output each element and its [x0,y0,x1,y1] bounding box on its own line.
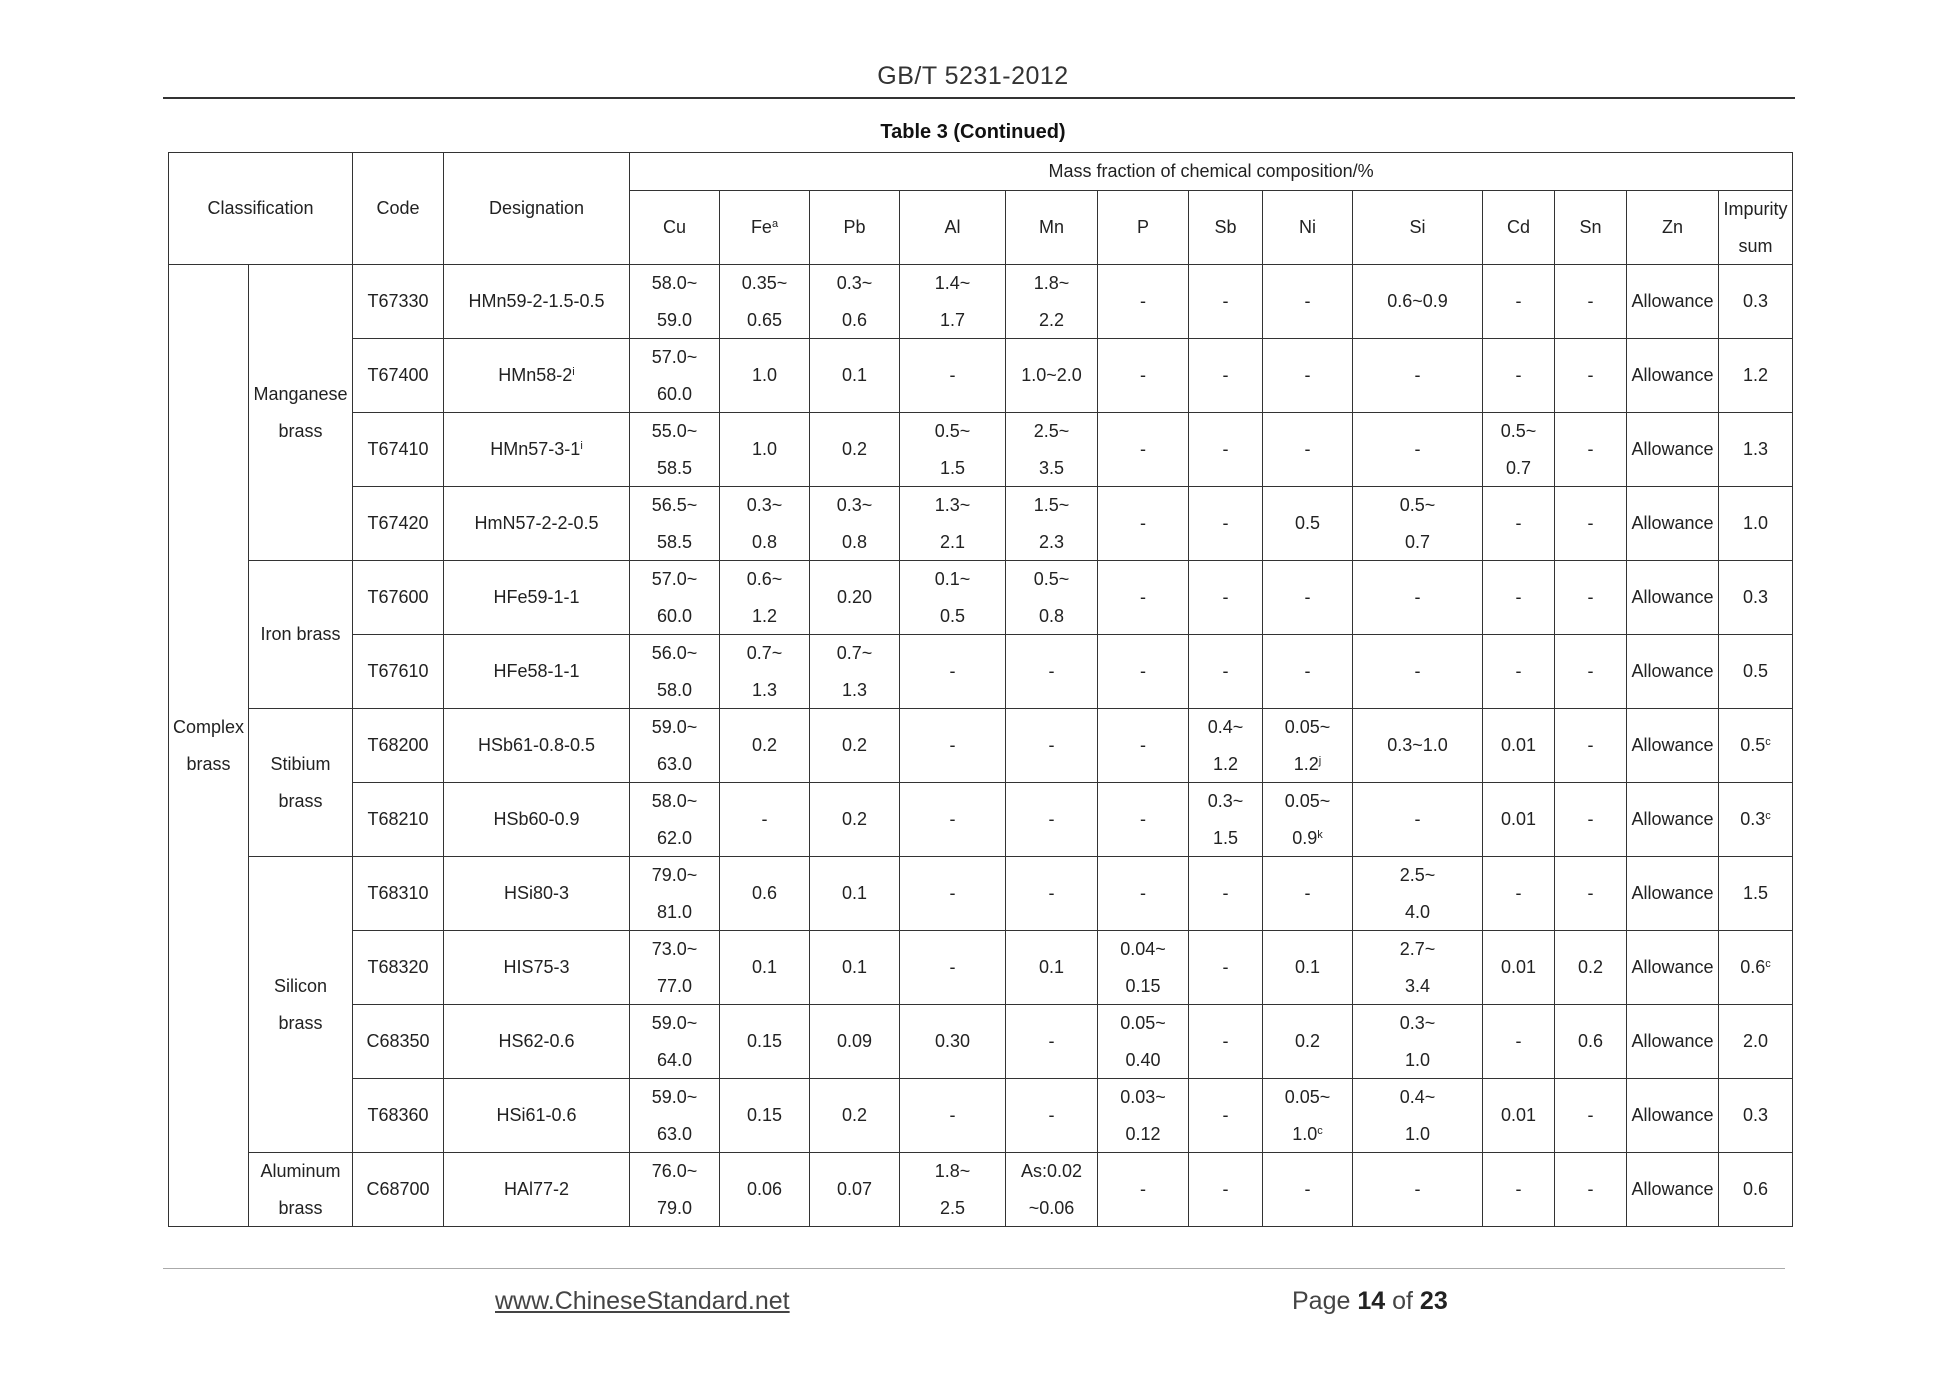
footnote-marker: c [1765,736,1771,749]
designation-cell: HMn57-3-1$^i$ [444,413,630,487]
value-cell-al: 0.5~ 1.5 [900,413,1006,487]
value-cell-ni: - [1263,265,1353,339]
value-cell-si: 2.5~ 4.0 [1353,857,1483,931]
value-cell-sb: - [1189,931,1263,1005]
header-element-cu: Cu [630,191,720,265]
page-current: 14 [1357,1287,1386,1315]
value-cell-fe: 0.6 [720,857,810,931]
header-element-impurity: Impurity sum [1719,191,1793,265]
value-cell-mn: 1.8~ 2.2 [1006,265,1098,339]
value-cell-zn: Allowance [1627,413,1719,487]
value-cell-cd: 0.01 [1483,1079,1555,1153]
value-cell-ni: 0.1 [1263,931,1353,1005]
value-cell-mn: - [1006,783,1098,857]
table-row [169,265,1793,339]
header-mass-fraction: Mass fraction of chemical composition/% [630,153,1793,191]
value-cell-al: 0.30 [900,1005,1006,1079]
value-cell-impurity: 0.3 [1719,561,1793,635]
value-cell-zn: Allowance [1627,783,1719,857]
designation-cell: HAl77-2 [444,1153,630,1227]
code-cell: T68320 [353,931,444,1005]
value-cell-mn: 1.0~2.0 [1006,339,1098,413]
designation-cell: HS62-0.6 [444,1005,630,1079]
value-cell-cu: 57.0~ 60.0 [630,339,720,413]
value-cell-impurity: 2.0 [1719,1005,1793,1079]
value-cell-impurity: 0.3$^c$ [1719,783,1793,857]
footer-divider [163,1268,1785,1269]
value-cell-si: - [1353,413,1483,487]
website-link[interactable]: www.ChineseStandard.net [495,1287,790,1315]
value-cell-al: - [900,635,1006,709]
code-cell: T68310 [353,857,444,931]
value-cell-mn: 0.1 [1006,931,1098,1005]
table-row [169,931,1793,1005]
footnote-marker: a [771,218,779,231]
value-cell-si: 0.5~ 0.7 [1353,487,1483,561]
code-cell: C68700 [353,1153,444,1227]
value-cell-cu: 56.5~ 58.5 [630,487,720,561]
value-cell-fe: 0.15 [720,1079,810,1153]
value-cell-impurity: 0.6 [1719,1153,1793,1227]
value-cell-si: - [1353,339,1483,413]
header-code: Code [353,153,444,265]
value-cell-mn: As:0.02 ~0.06 [1006,1153,1098,1227]
value-cell-cu: 73.0~ 77.0 [630,931,720,1005]
group-cell: Stibium brass [249,709,353,857]
value-cell-impurity: 1.0 [1719,487,1793,561]
designation-cell: HMn58-2$^i$ [444,339,630,413]
value-cell-pb: 0.2 [810,413,900,487]
value-cell-si: - [1353,635,1483,709]
composition-table [168,152,1793,1227]
header-element-cd: Cd [1483,191,1555,265]
value-cell-si: - [1353,1153,1483,1227]
value-cell-sn: - [1555,857,1627,931]
value-cell-p: - [1098,413,1189,487]
value-cell-impurity: 0.3 [1719,1079,1793,1153]
code-cell: T67410 [353,413,444,487]
header-element-zn: Zn [1627,191,1719,265]
value-cell-p: - [1098,339,1189,413]
table-row [169,783,1793,857]
footnote-marker: i [572,366,575,379]
value-cell-ni: - [1263,1153,1353,1227]
value-cell-sn: - [1555,413,1627,487]
code-cell: T68210 [353,783,444,857]
code-cell: T67600 [353,561,444,635]
value-cell-p: 0.03~ 0.12 [1098,1079,1189,1153]
designation-cell: HMn59-2-1.5-0.5 [444,265,630,339]
header-element-pb: Pb [810,191,900,265]
table-row [169,857,1793,931]
value-cell-impurity: 0.6$^c$ [1719,931,1793,1005]
header-element-sb: Sb [1189,191,1263,265]
value-cell-p: - [1098,783,1189,857]
value-cell-ni: - [1263,413,1353,487]
value-cell-sn: - [1555,339,1627,413]
header-element-ni: Ni [1263,191,1353,265]
value-cell-zn: Allowance [1627,561,1719,635]
value-cell-ni: 0.05~ 1.0$^c$ [1263,1079,1353,1153]
value-cell-sn: - [1555,561,1627,635]
value-cell-al: - [900,1079,1006,1153]
designation-cell: HmN57-2-2-0.5 [444,487,630,561]
value-cell-p: - [1098,487,1189,561]
value-cell-impurity: 0.5 [1719,635,1793,709]
value-cell-ni: - [1263,857,1353,931]
value-cell-cu: 56.0~ 58.0 [630,635,720,709]
designation-cell: HFe59-1-1 [444,561,630,635]
value-cell-al: - [900,857,1006,931]
value-cell-cu: 58.0~ 59.0 [630,265,720,339]
value-cell-sb: - [1189,561,1263,635]
value-cell-cu: 57.0~ 60.0 [630,561,720,635]
value-cell-sb: - [1189,635,1263,709]
designation-cell: HSb61-0.8-0.5 [444,709,630,783]
header-divider [163,97,1795,99]
value-cell-ni: 0.5 [1263,487,1353,561]
classification-cell: Complex brass [169,265,249,1227]
value-cell-sn: - [1555,783,1627,857]
value-cell-p: - [1098,561,1189,635]
value-cell-mn: - [1006,1079,1098,1153]
value-cell-cu: 59.0~ 63.0 [630,1079,720,1153]
group-cell: Aluminum brass [249,1153,353,1227]
value-cell-pb: 0.07 [810,1153,900,1227]
table-row [169,561,1793,635]
value-cell-impurity: 1.5 [1719,857,1793,931]
value-cell-si: 0.6~0.9 [1353,265,1483,339]
value-cell-si: 0.4~ 1.0 [1353,1079,1483,1153]
header-element-si: Si [1353,191,1483,265]
value-cell-sn: - [1555,1079,1627,1153]
value-cell-ni: 0.05~ 1.2$^j$ [1263,709,1353,783]
footnote-marker: j [1318,754,1322,767]
value-cell-al: 1.3~ 2.1 [900,487,1006,561]
header-element-sn: Sn [1555,191,1627,265]
value-cell-fe: 1.0 [720,339,810,413]
value-cell-al: - [900,783,1006,857]
value-cell-fe: 0.06 [720,1153,810,1227]
value-cell-mn: 1.5~ 2.3 [1006,487,1098,561]
value-cell-zn: Allowance [1627,635,1719,709]
value-cell-p: - [1098,857,1189,931]
standard-number: GB/T 5231-2012 [877,62,1069,90]
value-cell-cd: - [1483,1153,1555,1227]
value-cell-p: - [1098,1153,1189,1227]
value-cell-p: 0.05~ 0.40 [1098,1005,1189,1079]
value-cell-pb: 0.1 [810,931,900,1005]
value-cell-sb: - [1189,413,1263,487]
code-cell: T67420 [353,487,444,561]
value-cell-cd: - [1483,561,1555,635]
value-cell-mn: 0.5~ 0.8 [1006,561,1098,635]
value-cell-sn: - [1555,1153,1627,1227]
value-cell-fe: 0.1 [720,931,810,1005]
value-cell-cu: 55.0~ 58.5 [630,413,720,487]
page-of: of [1392,1287,1413,1315]
value-cell-cu: 58.0~ 62.0 [630,783,720,857]
value-cell-cd: - [1483,339,1555,413]
value-cell-pb: 0.3~ 0.8 [810,487,900,561]
value-cell-pb: 0.2 [810,783,900,857]
value-cell-cd: - [1483,1005,1555,1079]
code-cell: T67400 [353,339,444,413]
value-cell-mn: - [1006,1005,1098,1079]
group-cell: Manganese brass [249,265,353,561]
header-designation: Designation [444,153,630,265]
value-cell-si: 2.7~ 3.4 [1353,931,1483,1005]
value-cell-p: - [1098,635,1189,709]
footnote-marker: i [580,440,583,453]
value-cell-ni: 0.05~ 0.9$^k$ [1263,783,1353,857]
value-cell-fe: 0.35~ 0.65 [720,265,810,339]
value-cell-ni: - [1263,635,1353,709]
value-cell-sn: - [1555,709,1627,783]
value-cell-zn: Allowance [1627,265,1719,339]
value-cell-cd: 0.01 [1483,783,1555,857]
table-row [169,1153,1793,1227]
value-cell-cd: - [1483,635,1555,709]
value-cell-zn: Allowance [1627,1079,1719,1153]
value-cell-mn: 2.5~ 3.5 [1006,413,1098,487]
table-row [169,1005,1793,1079]
value-cell-cd: - [1483,857,1555,931]
value-cell-si: - [1353,783,1483,857]
value-cell-impurity: 1.3 [1719,413,1793,487]
table-row [169,635,1793,709]
value-cell-cd: 0.01 [1483,709,1555,783]
value-cell-pb: 0.2 [810,1079,900,1153]
value-cell-zn: Allowance [1627,857,1719,931]
value-cell-pb: 0.2 [810,709,900,783]
value-cell-pb: 0.7~ 1.3 [810,635,900,709]
value-cell-cu: 59.0~ 64.0 [630,1005,720,1079]
code-cell: T67330 [353,265,444,339]
code-cell: T68360 [353,1079,444,1153]
value-cell-cd: 0.5~ 0.7 [1483,413,1555,487]
value-cell-ni: - [1263,339,1353,413]
designation-cell: HIS75-3 [444,931,630,1005]
value-cell-mn: - [1006,857,1098,931]
value-cell-sb: - [1189,1005,1263,1079]
footnote-marker: k [1317,828,1323,841]
value-cell-impurity: 1.2 [1719,339,1793,413]
table-row [169,709,1793,783]
value-cell-zn: Allowance [1627,1153,1719,1227]
value-cell-mn: - [1006,635,1098,709]
value-cell-fe: 0.15 [720,1005,810,1079]
header-classification: Classification [169,153,353,265]
page-prefix: Page [1292,1287,1351,1315]
value-cell-zn: Allowance [1627,931,1719,1005]
page-total: 23 [1419,1287,1448,1315]
value-cell-cu: 79.0~ 81.0 [630,857,720,931]
footnote-marker: c [1317,1124,1323,1137]
code-cell: T67610 [353,635,444,709]
value-cell-fe: 0.7~ 1.3 [720,635,810,709]
value-cell-sn: 0.2 [1555,931,1627,1005]
value-cell-pb: 0.1 [810,339,900,413]
value-cell-sb: - [1189,265,1263,339]
value-cell-p: 0.04~ 0.15 [1098,931,1189,1005]
table-row [169,1079,1793,1153]
value-cell-sb: - [1189,1079,1263,1153]
value-cell-si: 0.3~1.0 [1353,709,1483,783]
designation-cell: HSb60-0.9 [444,783,630,857]
value-cell-sn: - [1555,265,1627,339]
value-cell-si: 0.3~ 1.0 [1353,1005,1483,1079]
value-cell-al: 0.1~ 0.5 [900,561,1006,635]
value-cell-sb: 0.3~ 1.5 [1189,783,1263,857]
value-cell-sb: - [1189,857,1263,931]
group-cell: Iron brass [249,561,353,709]
designation-cell: HFe58-1-1 [444,635,630,709]
value-cell-cd: - [1483,265,1555,339]
value-cell-cu: 76.0~ 79.0 [630,1153,720,1227]
value-cell-ni: - [1263,561,1353,635]
value-cell-cd: 0.01 [1483,931,1555,1005]
code-cell: T68200 [353,709,444,783]
table-caption: Table 3 (Continued) [880,121,1066,143]
value-cell-fe: 0.2 [720,709,810,783]
value-cell-sn: 0.6 [1555,1005,1627,1079]
value-cell-fe: 1.0 [720,413,810,487]
header-element-al: Al [900,191,1006,265]
value-cell-mn: - [1006,709,1098,783]
table-row [169,339,1793,413]
table-row [169,487,1793,561]
value-cell-cu: 59.0~ 63.0 [630,709,720,783]
value-cell-sn: - [1555,487,1627,561]
header-element-mn: Mn [1006,191,1098,265]
group-cell: Silicon brass [249,857,353,1153]
header-element-p: P [1098,191,1189,265]
table-row [169,413,1793,487]
value-cell-sb: - [1189,1153,1263,1227]
value-cell-fe: - [720,783,810,857]
value-cell-fe: 0.6~ 1.2 [720,561,810,635]
value-cell-al: - [900,339,1006,413]
value-cell-sn: - [1555,635,1627,709]
value-cell-al: 1.4~ 1.7 [900,265,1006,339]
code-cell: C68350 [353,1005,444,1079]
designation-cell: HSi80-3 [444,857,630,931]
value-cell-p: - [1098,709,1189,783]
value-cell-al: - [900,931,1006,1005]
value-cell-impurity: 0.5$^c$ [1719,709,1793,783]
value-cell-sb: 0.4~ 1.2 [1189,709,1263,783]
value-cell-ni: 0.2 [1263,1005,1353,1079]
footnote-marker: c [1765,958,1771,971]
footnote-marker: c [1765,810,1771,823]
value-cell-impurity: 0.3 [1719,265,1793,339]
value-cell-pb: 0.3~ 0.6 [810,265,900,339]
value-cell-sb: - [1189,339,1263,413]
value-cell-fe: 0.3~ 0.8 [720,487,810,561]
header-element-fe: Fe$^a$ [720,191,810,265]
value-cell-zn: Allowance [1627,1005,1719,1079]
value-cell-zn: Allowance [1627,709,1719,783]
page-indicator [1292,1287,1448,1316]
value-cell-al: - [900,709,1006,783]
designation-cell: HSi61-0.6 [444,1079,630,1153]
value-cell-pb: 0.1 [810,857,900,931]
value-cell-cd: - [1483,487,1555,561]
value-cell-p: - [1098,265,1189,339]
value-cell-zn: Allowance [1627,339,1719,413]
value-cell-zn: Allowance [1627,487,1719,561]
value-cell-si: - [1353,561,1483,635]
value-cell-al: 1.8~ 2.5 [900,1153,1006,1227]
value-cell-pb: 0.20 [810,561,900,635]
value-cell-pb: 0.09 [810,1005,900,1079]
value-cell-sb: - [1189,487,1263,561]
